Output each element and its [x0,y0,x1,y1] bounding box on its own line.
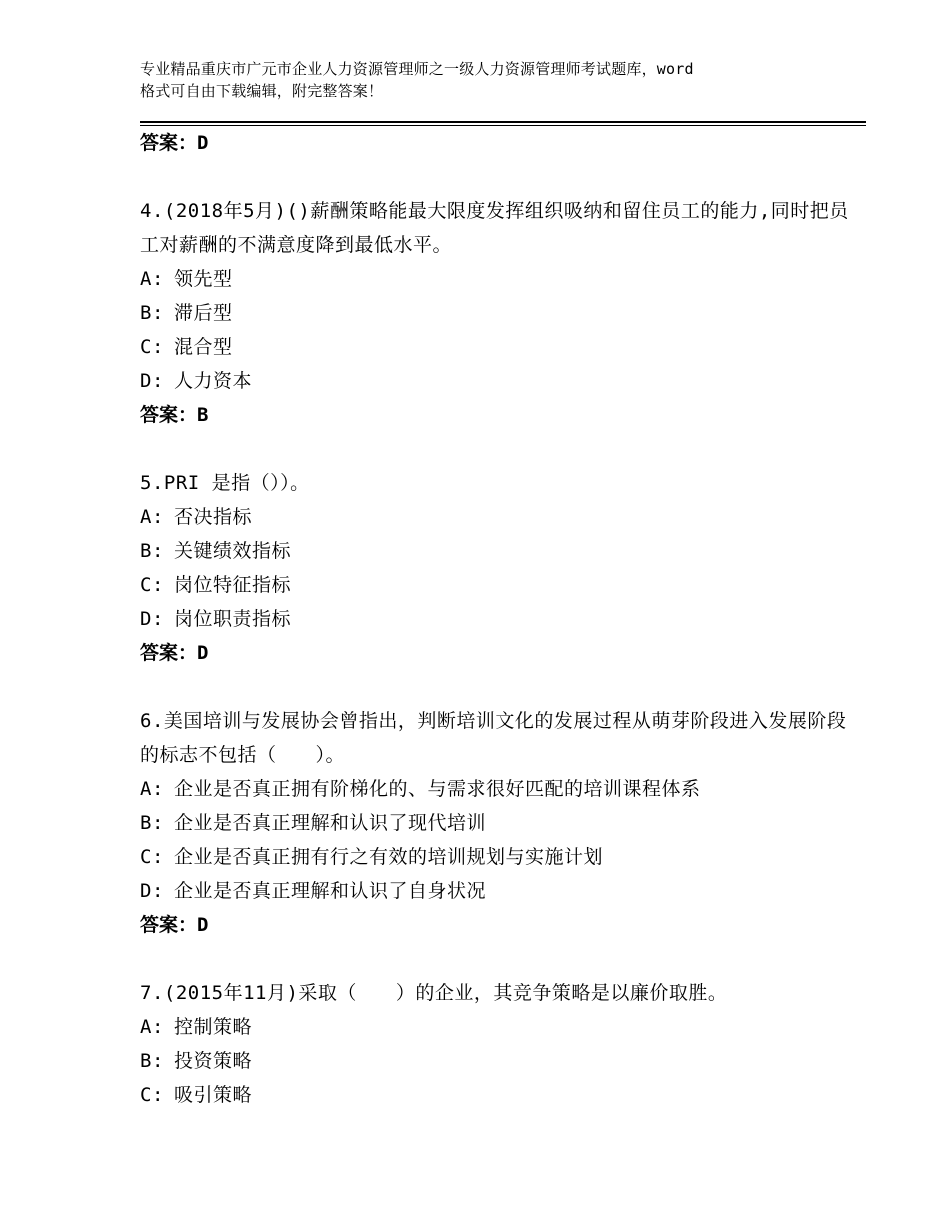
option-c [140,568,860,602]
option-key: D: [140,370,164,392]
question-stem: 5.PRI 是指（））。 [140,472,310,494]
answer-line [140,908,860,942]
option-key: A: [140,268,164,290]
option-a [140,772,860,806]
document-header [140,58,840,102]
header-divider-thick [140,121,866,123]
option-text: 领先型 [174,268,233,290]
option-c [140,840,860,874]
option-b [140,296,860,330]
option-text: 否决指标 [174,506,253,528]
option-key: C: [140,846,164,868]
header-line-1: 专业精品重庆市广元市企业人力资源管理师之一级人力资源管理师考试题库，word [140,60,694,78]
option-key: D: [140,880,164,902]
option-key: A: [140,506,164,528]
answer-line [140,636,860,670]
option-key: B: [140,812,164,834]
option-key: D: [140,608,164,630]
option-a [140,262,860,296]
question-4 [140,194,860,432]
option-key: B: [140,1050,164,1072]
option-text: 吸引策略 [174,1084,253,1106]
option-key: C: [140,336,164,358]
answer-value: B [197,404,209,426]
option-key: C: [140,574,164,596]
option-key: C: [140,1084,164,1106]
answer-line-q3 [140,126,860,160]
answer-value: D [197,132,209,154]
option-c [140,330,860,364]
option-text: 企业是否真正理解和认识了现代培训 [174,812,487,834]
option-key: B: [140,540,164,562]
option-key: A: [140,778,164,800]
option-text: 混合型 [174,336,233,358]
option-key: A: [140,1016,164,1038]
answer-label: 答案： [140,404,198,426]
option-text: 人力资本 [174,370,253,392]
question-stem: 7.(2015年11月)采取（ ）的企业，其竞争策略是以廉价取胜。 [140,982,728,1004]
header-line-2: 格式可自由下载编辑，附完整答案！ [140,82,384,100]
option-text: 滞后型 [174,302,233,324]
option-text: 岗位职责指标 [174,608,292,630]
option-text: 关键绩效指标 [174,540,292,562]
question-list [140,126,860,1112]
option-text: 企业是否真正拥有阶梯化的、与需求很好匹配的培训课程体系 [174,778,701,800]
question-7 [140,976,860,1112]
option-text: 企业是否真正理解和认识了自身状况 [174,880,487,902]
option-text: 控制策略 [174,1016,253,1038]
option-text: 投资策略 [174,1050,253,1072]
answer-label: 答案： [140,132,198,154]
option-b [140,1044,860,1078]
option-text: 岗位特征指标 [174,574,292,596]
answer-line [140,398,860,432]
option-d [140,364,860,398]
answer-label: 答案： [140,642,198,664]
option-d [140,602,860,636]
option-b [140,534,860,568]
option-b [140,806,860,840]
option-d [140,874,860,908]
question-stem: 4.(2018年5月)()薪酬策略能最大限度发挥组织吸纳和留住员工的能力,同时把员工对薪酬的不满意度降到最低水平。 [140,200,849,256]
question-stem: 6.美国培训与发展协会曾指出，判断培训文化的发展过程从萌芽阶段进入发展阶段的标志不包括（ ）。 [140,710,847,766]
option-text: 企业是否真正拥有行之有效的培训规划与实施计划 [174,846,604,868]
option-a [140,1010,860,1044]
question-6 [140,704,860,942]
answer-label: 答案： [140,914,198,936]
answer-value: D [197,642,209,664]
question-5 [140,466,860,670]
answer-value: D [197,914,209,936]
option-key: B: [140,302,164,324]
option-a [140,500,860,534]
option-c [140,1078,860,1112]
